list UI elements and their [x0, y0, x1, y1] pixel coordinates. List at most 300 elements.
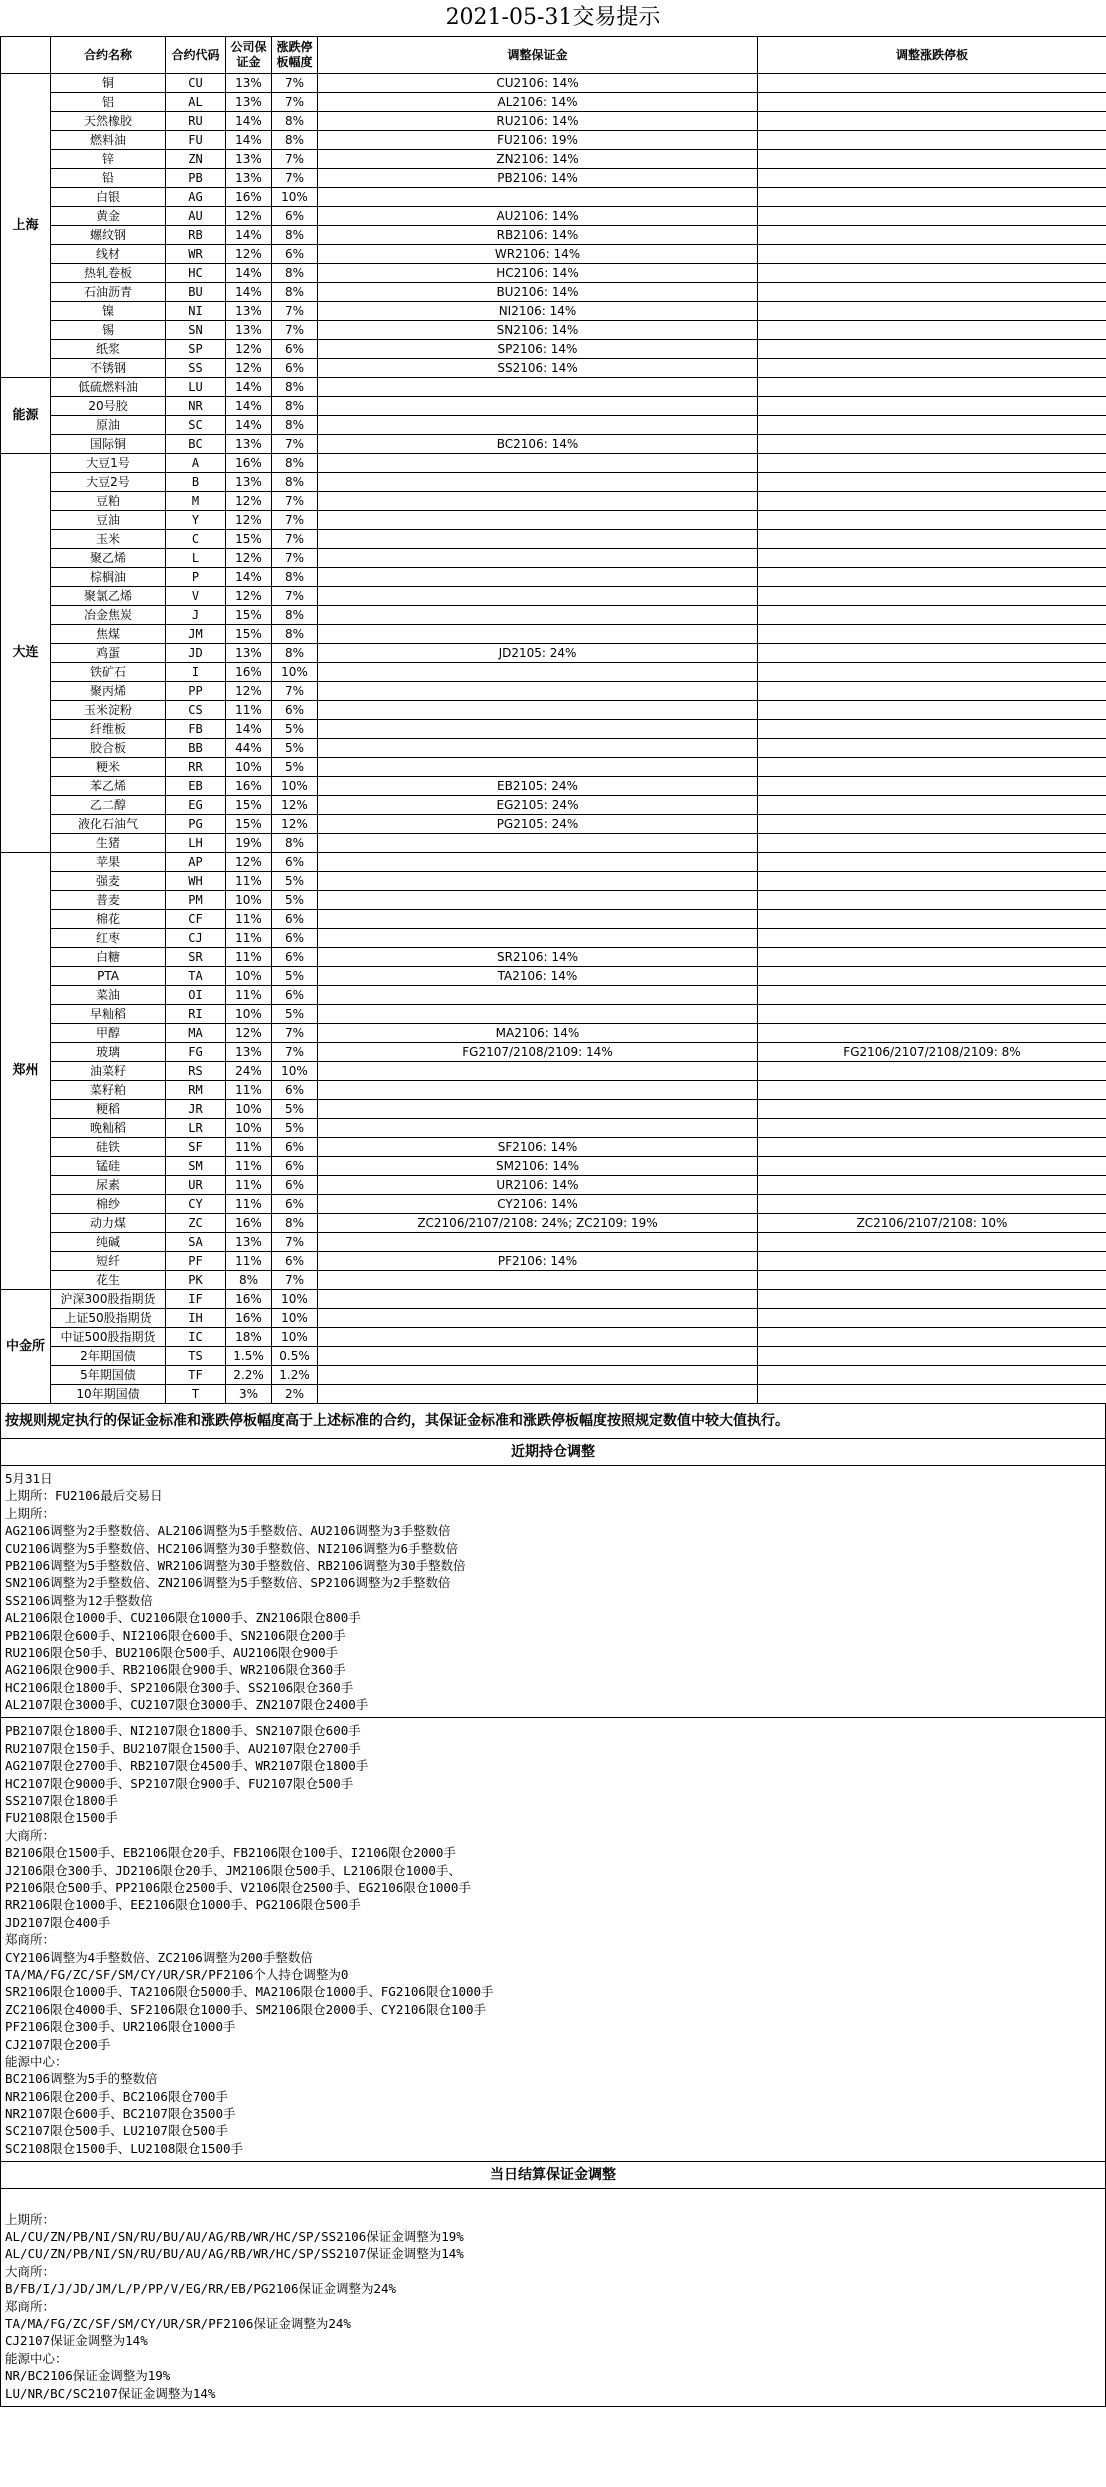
adj-limit-cell: [758, 1347, 1106, 1366]
code-cell: M: [166, 492, 226, 511]
margin-cell: 12%: [226, 359, 272, 378]
table-row: [1, 1366, 1106, 1385]
name-cell: 玉米: [51, 530, 166, 549]
name-cell: 晚籼稻: [51, 1119, 166, 1138]
table-row: [1, 226, 1106, 245]
header-exchange: [1, 37, 51, 74]
limit-cell: 8%: [272, 625, 318, 644]
adj-limit-cell: [758, 416, 1106, 435]
code-cell: RS: [166, 1062, 226, 1081]
margin-cell: 15%: [226, 530, 272, 549]
name-cell: 10年期国债: [51, 1385, 166, 1404]
text-line: SS2106调整为12手整数倍: [5, 1592, 153, 1608]
adj-margin-cell: RB2106: 14%: [318, 226, 758, 245]
table-row: [1, 359, 1106, 378]
code-cell: AP: [166, 853, 226, 872]
table-row: [1, 663, 1106, 682]
limit-cell: 5%: [272, 1005, 318, 1024]
code-cell: UR: [166, 1176, 226, 1195]
margin-cell: 16%: [226, 663, 272, 682]
limit-cell: 6%: [272, 1195, 318, 1214]
adj-limit-cell: [758, 929, 1106, 948]
margin-cell: 14%: [226, 378, 272, 397]
adj-limit-cell: FG2106/2107/2108/2109: 8%: [758, 1043, 1106, 1062]
margin-cell: 11%: [226, 701, 272, 720]
adj-limit-cell: [758, 1328, 1106, 1347]
table-row: [1, 1005, 1106, 1024]
name-cell: 螺纹钢: [51, 226, 166, 245]
limit-cell: 6%: [272, 701, 318, 720]
limit-cell: 8%: [272, 606, 318, 625]
table-row: [1, 644, 1106, 663]
adj-limit-cell: [758, 739, 1106, 758]
table-row: [1, 454, 1106, 473]
code-cell: Y: [166, 511, 226, 530]
name-cell: 动力煤: [51, 1214, 166, 1233]
adj-margin-cell: [318, 549, 758, 568]
adj-limit-cell: [758, 1024, 1106, 1043]
name-cell: 苯乙烯: [51, 777, 166, 796]
text-line: NR/BC2106保证金调整为19%: [5, 2368, 171, 2384]
code-cell: BU: [166, 283, 226, 302]
limit-cell: 6%: [272, 948, 318, 967]
margin-cell: 10%: [226, 758, 272, 777]
adj-limit-cell: [758, 891, 1106, 910]
code-cell: SC: [166, 416, 226, 435]
margin-cell: 13%: [226, 1043, 272, 1062]
limit-cell: 7%: [272, 435, 318, 454]
adj-margin-cell: MA2106: 14%: [318, 1024, 758, 1043]
limit-cell: 8%: [272, 568, 318, 587]
code-cell: OI: [166, 986, 226, 1005]
name-cell: 20号胶: [51, 397, 166, 416]
code-cell: SM: [166, 1157, 226, 1176]
margin-cell: 15%: [226, 815, 272, 834]
table-row: [1, 777, 1106, 796]
limit-cell: 7%: [272, 1271, 318, 1290]
adj-limit-cell: [758, 321, 1106, 340]
limit-cell: 8%: [272, 264, 318, 283]
name-cell: 粳米: [51, 758, 166, 777]
table-row: [1, 739, 1106, 758]
margin-cell: 2.2%: [226, 1366, 272, 1385]
table-row: [1, 758, 1106, 777]
text-line: PF2106限仓300手、UR2106限仓1000手: [5, 2019, 236, 2035]
name-cell: 白银: [51, 188, 166, 207]
adj-limit-cell: [758, 302, 1106, 321]
code-cell: SF: [166, 1138, 226, 1157]
adj-margin-cell: [318, 1081, 758, 1100]
adj-margin-cell: BC2106: 14%: [318, 435, 758, 454]
adj-limit-cell: [758, 245, 1106, 264]
adj-limit-cell: [758, 1290, 1106, 1309]
table-row: [1, 568, 1106, 587]
adj-limit-cell: [758, 1366, 1106, 1385]
margin-cell: 15%: [226, 796, 272, 815]
name-cell: 聚氯乙烯: [51, 587, 166, 606]
adj-margin-cell: HC2106: 14%: [318, 264, 758, 283]
header-name: 合约名称: [51, 37, 166, 74]
adj-margin-cell: [318, 1347, 758, 1366]
limit-cell: 1.2%: [272, 1366, 318, 1385]
table-row: [1, 1176, 1106, 1195]
name-cell: 尿素: [51, 1176, 166, 1195]
table-row: [1, 131, 1106, 150]
margin-cell: 14%: [226, 568, 272, 587]
name-cell: 原油: [51, 416, 166, 435]
adj-limit-cell: [758, 473, 1106, 492]
table-row: [1, 549, 1106, 568]
adj-margin-cell: [318, 682, 758, 701]
text-line: HC2107限仓9000手、SP2107限仓900手、FU2107限仓500手: [5, 1775, 354, 1791]
limit-cell: 6%: [272, 1252, 318, 1271]
text-line: NR2107限仓600手、BC2107限仓3500手: [5, 2106, 236, 2122]
table-row: [1, 416, 1106, 435]
table-row: [1, 1062, 1106, 1081]
text-line: AL2106限仓1000手、CU2106限仓1000手、ZN2106限仓800手: [5, 1610, 361, 1626]
name-cell: 胶合板: [51, 739, 166, 758]
limit-cell: 10%: [272, 1328, 318, 1347]
name-cell: 菜籽粕: [51, 1081, 166, 1100]
limit-cell: 7%: [272, 1233, 318, 1252]
margin-cell: 12%: [226, 549, 272, 568]
position-block-2: [0, 1718, 1106, 2162]
code-cell: LH: [166, 834, 226, 853]
table-header-row: [1, 37, 1106, 74]
table-row: [1, 834, 1106, 853]
table-body: [1, 74, 1106, 1404]
adj-limit-cell: [758, 1271, 1106, 1290]
limit-cell: 7%: [272, 587, 318, 606]
adj-margin-cell: RU2106: 14%: [318, 112, 758, 131]
table-row: [1, 340, 1106, 359]
margin-cell: 1.5%: [226, 1347, 272, 1366]
limit-cell: 8%: [272, 397, 318, 416]
text-line: 郑商所：: [5, 2298, 56, 2314]
name-cell: 沪深300股指期货: [51, 1290, 166, 1309]
margin-cell: 13%: [226, 74, 272, 93]
table-row: [1, 264, 1106, 283]
margin-cell: 15%: [226, 625, 272, 644]
adj-margin-cell: [318, 1005, 758, 1024]
table-row: [1, 112, 1106, 131]
text-line: SR2106限仓1000手、TA2106限仓5000手、MA2106限仓1000手、FG2106限仓1000手: [5, 1984, 494, 2000]
settlement-heading: 当日结算保证金调整: [0, 2162, 1106, 2189]
margin-cell: 12%: [226, 511, 272, 530]
margin-cell: 11%: [226, 1138, 272, 1157]
margin-cell: 11%: [226, 1195, 272, 1214]
code-cell: SP: [166, 340, 226, 359]
adj-margin-cell: [318, 1385, 758, 1404]
adj-limit-cell: [758, 1138, 1106, 1157]
code-cell: MA: [166, 1024, 226, 1043]
adj-limit-cell: [758, 1062, 1106, 1081]
header-adj-margin: 调整保证金: [318, 37, 758, 74]
code-cell: P: [166, 568, 226, 587]
adj-margin-cell: [318, 492, 758, 511]
name-cell: 不锈钢: [51, 359, 166, 378]
margin-cell: 8%: [226, 1271, 272, 1290]
code-cell: I: [166, 663, 226, 682]
limit-cell: 7%: [272, 511, 318, 530]
adj-margin-cell: FG2107/2108/2109: 14%: [318, 1043, 758, 1062]
name-cell: 黄金: [51, 207, 166, 226]
limit-cell: 10%: [272, 188, 318, 207]
code-cell: JD: [166, 644, 226, 663]
limit-cell: 7%: [272, 530, 318, 549]
adj-margin-cell: [318, 397, 758, 416]
adj-margin-cell: [318, 454, 758, 473]
adj-limit-cell: [758, 758, 1106, 777]
adj-margin-cell: UR2106: 14%: [318, 1176, 758, 1195]
code-cell: AG: [166, 188, 226, 207]
margin-cell: 14%: [226, 131, 272, 150]
table-row: [1, 1024, 1106, 1043]
margin-cell: 13%: [226, 302, 272, 321]
limit-cell: 7%: [272, 1043, 318, 1062]
margin-cell: 19%: [226, 834, 272, 853]
adj-limit-cell: [758, 207, 1106, 226]
text-line: AG2106调整为2手整数倍、AL2106调整为5手整数倍、AU2106调整为3手整数倍: [5, 1523, 451, 1539]
adj-limit-cell: [758, 606, 1106, 625]
adj-limit-cell: [758, 834, 1106, 853]
name-cell: 菜油: [51, 986, 166, 1005]
code-cell: CY: [166, 1195, 226, 1214]
adj-limit-cell: [758, 701, 1106, 720]
table-row: [1, 1195, 1106, 1214]
text-line: 上期所：: [5, 1505, 56, 1521]
margin-cell: 16%: [226, 454, 272, 473]
text-line: AL/CU/ZN/PB/NI/SN/RU/BU/AU/AG/RB/WR/HC/SP/SS2107保证金调整为14%: [5, 2246, 464, 2262]
name-cell: 2年期国债: [51, 1347, 166, 1366]
name-cell: 甲醇: [51, 1024, 166, 1043]
table-row: [1, 93, 1106, 112]
adj-limit-cell: [758, 986, 1106, 1005]
margin-cell: 10%: [226, 967, 272, 986]
table-row: [1, 1290, 1106, 1309]
adj-margin-cell: FU2106: 19%: [318, 131, 758, 150]
text-line: AL2107限仓3000手、CU2107限仓3000手、ZN2107限仓2400手: [5, 1697, 369, 1713]
limit-cell: 6%: [272, 340, 318, 359]
margin-cell: 13%: [226, 169, 272, 188]
limit-cell: 6%: [272, 1138, 318, 1157]
table-row: [1, 321, 1106, 340]
name-cell: 上证50股指期货: [51, 1309, 166, 1328]
adj-margin-cell: [318, 1062, 758, 1081]
limit-cell: 6%: [272, 1157, 318, 1176]
margin-cell: 16%: [226, 1309, 272, 1328]
text-line: TA/MA/FG/ZC/SF/SM/CY/UR/SR/PF2106个人持仓调整为0: [5, 1966, 349, 1982]
table-row: [1, 606, 1106, 625]
margin-cell: 14%: [226, 264, 272, 283]
code-cell: SN: [166, 321, 226, 340]
code-cell: V: [166, 587, 226, 606]
margin-cell: 44%: [226, 739, 272, 758]
code-cell: CU: [166, 74, 226, 93]
adj-margin-cell: [318, 416, 758, 435]
table-row: [1, 492, 1106, 511]
name-cell: 中证500股指期货: [51, 1328, 166, 1347]
adj-margin-cell: [318, 1119, 758, 1138]
limit-cell: 8%: [272, 416, 318, 435]
adj-limit-cell: [758, 720, 1106, 739]
adj-margin-cell: [318, 853, 758, 872]
adj-margin-cell: PB2106: 14%: [318, 169, 758, 188]
limit-cell: 6%: [272, 1081, 318, 1100]
code-cell: LU: [166, 378, 226, 397]
code-cell: EB: [166, 777, 226, 796]
table-row: [1, 1119, 1106, 1138]
table-row: [1, 682, 1106, 701]
adj-limit-cell: [758, 549, 1106, 568]
code-cell: T: [166, 1385, 226, 1404]
text-line: CY2106调整为4手整数倍、ZC2106调整为200手整数倍: [5, 1949, 313, 1965]
adj-limit-cell: [758, 1100, 1106, 1119]
text-line: 大商所：: [5, 2263, 56, 2279]
adj-margin-cell: EG2105: 24%: [318, 796, 758, 815]
table-row: [1, 587, 1106, 606]
margin-cell: 10%: [226, 1100, 272, 1119]
name-cell: 乙二醇: [51, 796, 166, 815]
margin-cell: 12%: [226, 207, 272, 226]
exchange-cell: 上海: [1, 74, 51, 378]
adj-margin-cell: ZN2106: 14%: [318, 150, 758, 169]
text-line: CJ2107保证金调整为14%: [5, 2333, 148, 2349]
adj-margin-cell: BU2106: 14%: [318, 283, 758, 302]
code-cell: RU: [166, 112, 226, 131]
name-cell: 燃料油: [51, 131, 166, 150]
limit-cell: 5%: [272, 872, 318, 891]
text-line: BC2106调整为5手的整数倍: [5, 2071, 158, 2087]
text-line: TA/MA/FG/ZC/SF/SM/CY/UR/SR/PF2106保证金调整为24%: [5, 2315, 351, 2331]
table-row: [1, 1043, 1106, 1062]
adj-margin-cell: [318, 606, 758, 625]
table-row: [1, 188, 1106, 207]
adj-margin-cell: CY2106: 14%: [318, 1195, 758, 1214]
code-cell: PG: [166, 815, 226, 834]
adj-margin-cell: [318, 1309, 758, 1328]
limit-cell: 7%: [272, 150, 318, 169]
margin-cell: 11%: [226, 929, 272, 948]
text-line: NR2106限仓200手、BC2106限仓700手: [5, 2088, 228, 2104]
adj-margin-cell: [318, 910, 758, 929]
table-row: [1, 1157, 1106, 1176]
code-cell: RR: [166, 758, 226, 777]
name-cell: 低硫燃料油: [51, 378, 166, 397]
adj-limit-cell: [758, 511, 1106, 530]
exchange-cell: 大连: [1, 454, 51, 853]
adj-limit-cell: [758, 188, 1106, 207]
text-line: LU/NR/BC/SC2107保证金调整为14%: [5, 2385, 216, 2401]
name-cell: PTA: [51, 967, 166, 986]
code-cell: JM: [166, 625, 226, 644]
margin-cell: 11%: [226, 986, 272, 1005]
table-row: [1, 986, 1106, 1005]
adj-limit-cell: [758, 1005, 1106, 1024]
name-cell: 豆粕: [51, 492, 166, 511]
table-row: [1, 74, 1106, 93]
limit-cell: 5%: [272, 891, 318, 910]
name-cell: 油菜籽: [51, 1062, 166, 1081]
adj-margin-cell: [318, 511, 758, 530]
adj-margin-cell: CU2106: 14%: [318, 74, 758, 93]
table-row: [1, 1081, 1106, 1100]
table-row: [1, 245, 1106, 264]
code-cell: C: [166, 530, 226, 549]
adj-limit-cell: [758, 150, 1106, 169]
margin-cell: 14%: [226, 226, 272, 245]
adj-margin-cell: [318, 1366, 758, 1385]
code-cell: FB: [166, 720, 226, 739]
table-row: [1, 967, 1106, 986]
text-line: PB2106限仓600手、NI2106限仓600手、SN2106限仓200手: [5, 1627, 346, 1643]
adj-margin-cell: [318, 1328, 758, 1347]
adj-margin-cell: [318, 720, 758, 739]
text-line: SS2107限仓1800手: [5, 1793, 118, 1809]
margin-cell: 13%: [226, 473, 272, 492]
name-cell: 苹果: [51, 853, 166, 872]
code-cell: PK: [166, 1271, 226, 1290]
margin-cell: 18%: [226, 1328, 272, 1347]
adj-limit-cell: [758, 1119, 1106, 1138]
adj-limit-cell: [758, 948, 1106, 967]
adj-limit-cell: [758, 283, 1106, 302]
code-cell: SR: [166, 948, 226, 967]
name-cell: 国际铜: [51, 435, 166, 454]
table-row: [1, 815, 1106, 834]
table-row: [1, 1309, 1106, 1328]
table-row: [1, 929, 1106, 948]
adj-limit-cell: [758, 340, 1106, 359]
name-cell: 热轧卷板: [51, 264, 166, 283]
adj-margin-cell: [318, 1100, 758, 1119]
table-row: [1, 891, 1106, 910]
text-line: 上期所：FU2106最后交易日: [5, 1488, 163, 1504]
margin-cell: 13%: [226, 1233, 272, 1252]
table-row: [1, 1385, 1106, 1404]
margin-cell: 14%: [226, 112, 272, 131]
name-cell: 锌: [51, 150, 166, 169]
adj-limit-cell: [758, 663, 1106, 682]
text-line: 能源中心：: [5, 2350, 68, 2366]
adj-limit-cell: [758, 131, 1106, 150]
text-line: JD2107限仓400手: [5, 1914, 111, 1930]
name-cell: 冶金焦炭: [51, 606, 166, 625]
margin-cell: 16%: [226, 1214, 272, 1233]
adj-limit-cell: [758, 378, 1106, 397]
code-cell: AU: [166, 207, 226, 226]
text-line: J2106限仓300手、JD2106限仓20手、JM2106限仓500手、L2106限仓1000手、: [5, 1862, 461, 1878]
limit-cell: 5%: [272, 1100, 318, 1119]
position-heading: 近期持仓调整: [0, 1439, 1106, 1466]
table-row: [1, 948, 1106, 967]
name-cell: 硅铁: [51, 1138, 166, 1157]
code-cell: WR: [166, 245, 226, 264]
margin-table: [0, 36, 1106, 1404]
text-line: P2106限仓500手、PP2106限仓2500手、V2106限仓2500手、EG2106限仓1000手: [5, 1879, 471, 1895]
table-row: [1, 1214, 1106, 1233]
code-cell: IF: [166, 1290, 226, 1309]
adj-margin-cell: NI2106: 14%: [318, 302, 758, 321]
limit-cell: 8%: [272, 454, 318, 473]
name-cell: 玻璃: [51, 1043, 166, 1062]
name-cell: 焦煤: [51, 625, 166, 644]
margin-cell: 16%: [226, 777, 272, 796]
adj-margin-cell: AL2106: 14%: [318, 93, 758, 112]
name-cell: 短纤: [51, 1252, 166, 1271]
exchange-cell: 能源: [1, 378, 51, 454]
code-cell: PM: [166, 891, 226, 910]
